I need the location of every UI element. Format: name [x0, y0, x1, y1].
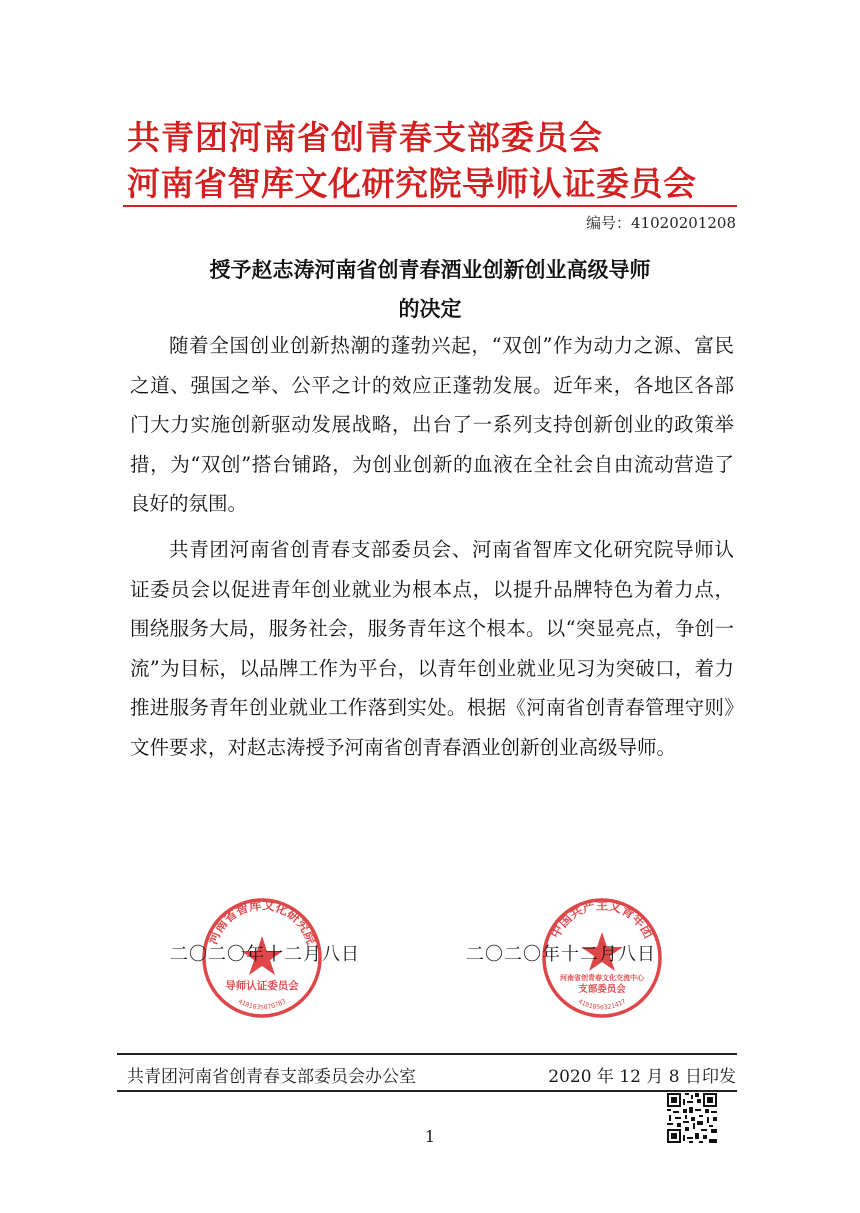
- svg-text:4101050321417: [577, 997, 628, 1011]
- footer-issue-date: 2020 年 12 月 8 日印发: [548, 1067, 736, 1087]
- page-number: 1: [424, 1127, 436, 1146]
- right-seal-inner-text-2: 支部委员会: [578, 984, 626, 995]
- right-seal-inner-text-1: 河南省创青春文化交流中心: [560, 974, 644, 982]
- body-paragraph-2: 共青团河南省创青春支部委员会、河南省智库文化研究院导师认证委员会以促进青年创业就业为根本点，以提升品牌特色为着力点，围绕服务大局，服务社会，服务青年这个根本。以“突显亮点，争创一流”为目标，以品牌工作为平台，以青年创业就业见习为突破口，着力推进服务青年创业就业工作落到实处。根据《河南省创青春管理守则》文件要求，对赵志涛授予河南省创青春酒业创新创业高级导师。: [130, 538, 734, 759]
- left-seal-ring-text: 河南省智库文化研究院: [204, 897, 320, 947]
- footer-bottom-rule: [117, 1090, 737, 1092]
- document-number: 编号：41020201208: [586, 214, 736, 232]
- body-paragraph-1: 随着全国创业创新热潮的蓬勃兴起，“双创”作为动力之源、富民之道、强国之举、公平之计的效应正蓬勃发展。近年来，各地区各部门大力实施创新驱动发展战略，出台了一系列支持创新创业的政策举措，为“双创”搭台铺路，为创业创新的血液在全社会自由流动营造了良好的氛围。: [130, 334, 734, 515]
- document-title-line-1: 授予赵志涛河南省创青春酒业创新创业高级导师: [209, 258, 651, 282]
- issuer-header-line-2: 河南省智库文化研究院导师认证委员会: [127, 164, 697, 203]
- signature-date-left: 二〇二〇年十二月八日: [170, 944, 360, 965]
- footer-top-rule: [117, 1053, 737, 1055]
- left-seal-number: 4101035070783: [236, 997, 288, 1012]
- issuer-header-line-1: 共青团河南省创青春支部委员会: [127, 118, 603, 157]
- right-seal-ring-text: 中国共产主义青年团: [547, 897, 657, 941]
- document-title-line-2: 的决定: [398, 297, 462, 321]
- signature-date-right: 二〇二〇年十二月八日: [466, 944, 656, 965]
- footer-issuer: 共青团河南省创青春支部委员会办公室: [127, 1067, 416, 1087]
- svg-text:4101035070783: [237, 997, 288, 1011]
- right-seal-number: 4101050321417: [576, 997, 628, 1012]
- header-red-divider: [123, 205, 737, 207]
- left-seal-inner-text: 导师认证委员会: [225, 980, 299, 992]
